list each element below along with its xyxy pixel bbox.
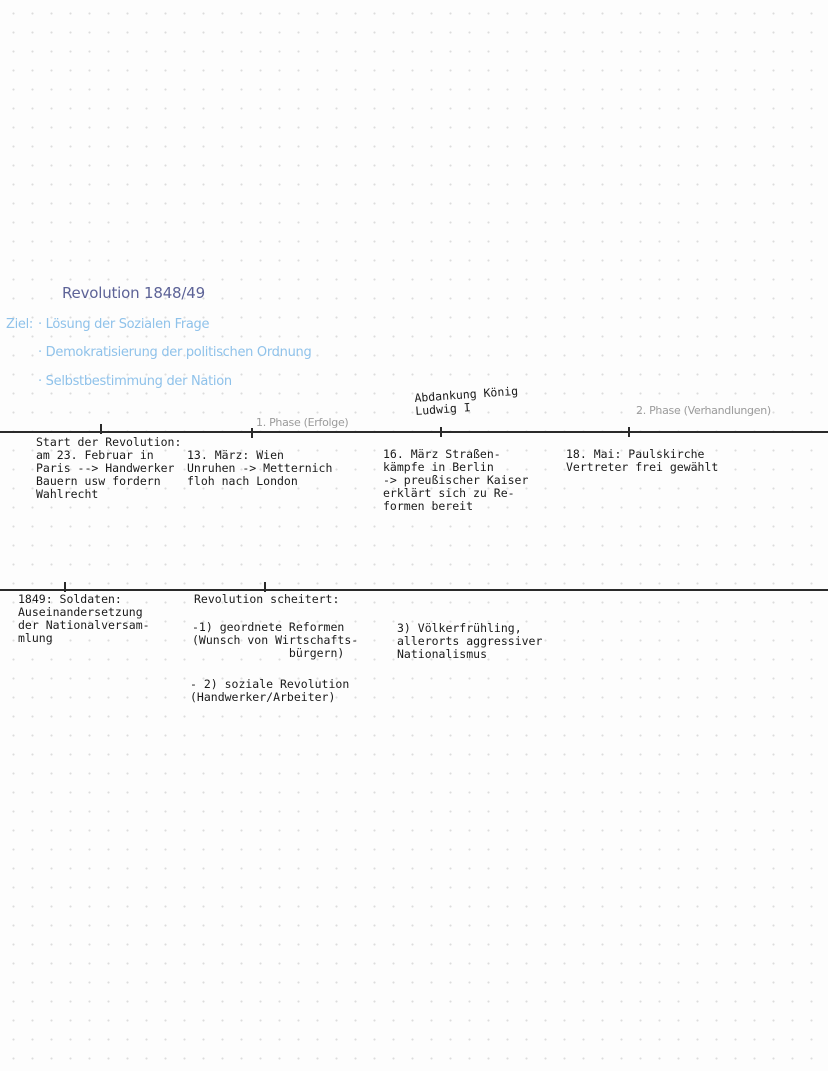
phase-2-label: 2. Phase (Verhandlungen) [636, 404, 771, 417]
timeline-2-tick-failure [264, 582, 266, 592]
event-1849: 1849: Soldaten: Auseinandersetzung der Nationalversam- mlung [18, 592, 150, 645]
timeline-1-tick-berlin [440, 427, 442, 437]
failure-reason-2: - 2) soziale Revolution (Handwerker/Arbeiter) [190, 677, 350, 704]
event-paulskirche: 18. Mai: Paulskirche Vertreter frei gewählt [566, 447, 719, 474]
timeline-2-tick-1849 [64, 582, 66, 592]
event-start-revolution: Start der Revolution: am 23. Februar in Paris --> Handwerker Bauern usw fordern Wahlrecht [36, 435, 182, 501]
timeline-2-line [0, 589, 828, 591]
failure-reason-1: -1) geordnete Reformen (Wunsch von Wirtschafts- bürgern) [192, 620, 359, 660]
goal-item-self-determination: · Selbstbestimmung der Nation [38, 374, 232, 389]
event-berlin: 16. März Straßen- kämpfe in Berlin -> preußischer Kaiser erklärt sich zu Re- formen bereit [383, 447, 529, 513]
goal-item-democratization: · Demokratisierung der politischen Ordnung [38, 345, 312, 360]
page-title: Revolution 1848/49 [62, 284, 205, 302]
event-abdication-ludwig: Abdankung König Ludwig I [413, 383, 519, 418]
revolution-fails-heading: Revolution scheitert: [194, 592, 340, 606]
goal-label: Ziel: [6, 317, 34, 332]
timeline-1-tick-start [100, 424, 102, 434]
phase-1-label: 1. Phase (Erfolge) [256, 416, 349, 429]
timeline-1-tick-wien [251, 428, 253, 438]
timeline-1-line [0, 431, 828, 433]
goal-item-social-question: · Lösung der Sozialen Frage [38, 317, 210, 332]
event-vienna: 13. März: Wien Unruhen -> Metternich floh nach London [187, 448, 333, 488]
failure-reason-3: 3) Völkerfrühling, allerorts aggressiver Nationalismus [397, 621, 543, 661]
timeline-1-tick-paulskirche [628, 427, 630, 437]
